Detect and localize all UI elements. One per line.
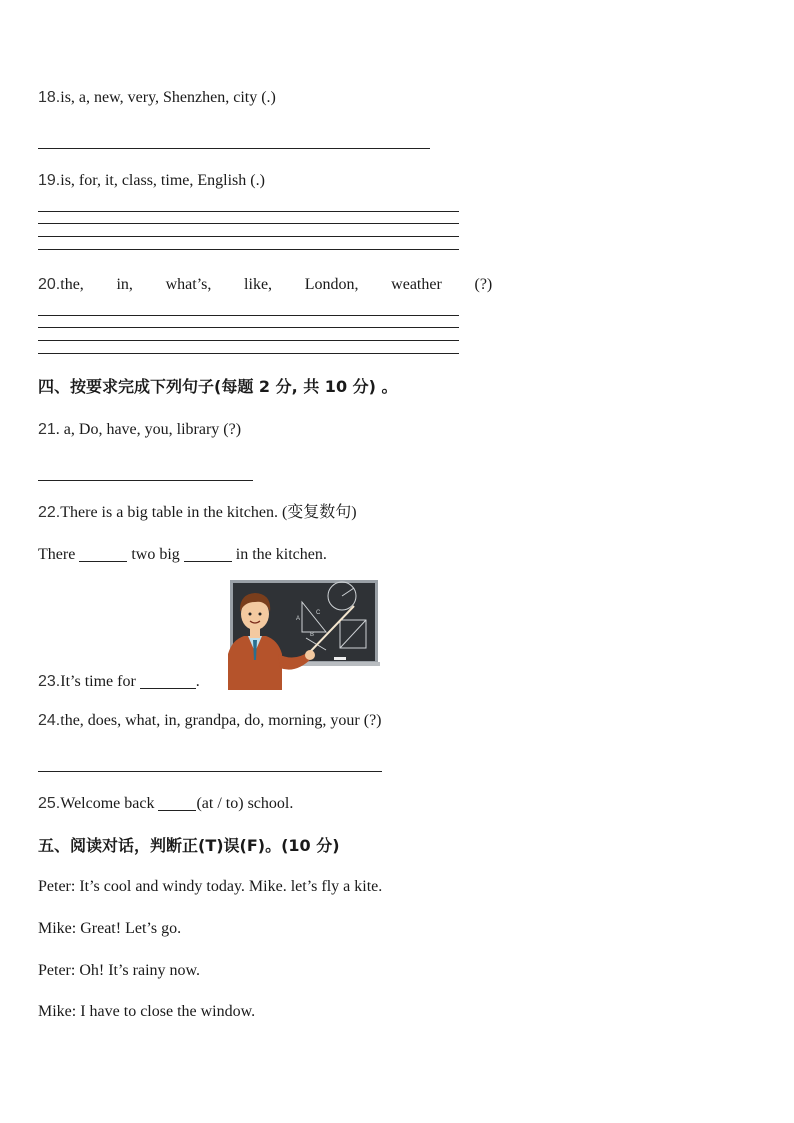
fill-blank[interactable] <box>184 545 232 562</box>
answer-line[interactable] <box>38 480 253 481</box>
answer-line[interactable] <box>38 315 459 316</box>
dialogue-text: Great! Let’s go. <box>80 920 182 937</box>
speaker: Peter: <box>38 962 76 979</box>
question-text: is, a, new, very, Shenzhen, city (.) <box>60 89 276 106</box>
question-number: 21 <box>38 421 56 438</box>
question-23 <box>38 672 200 692</box>
question-25 <box>38 794 293 814</box>
dialogue-line <box>38 877 382 897</box>
question-number: 22. <box>38 504 61 521</box>
question-text: It’s time for <box>60 673 136 690</box>
question-22-answer <box>38 545 327 565</box>
answer-line[interactable] <box>38 211 459 212</box>
word: the, <box>60 276 84 293</box>
question-text-before: Welcome back <box>60 795 155 812</box>
question-text: There is a big table in the kitchen. (变复数句) <box>60 504 357 521</box>
question-text: . a, Do, have, you, library (?) <box>55 421 242 438</box>
fill-blank[interactable] <box>158 794 196 811</box>
word: (?) <box>474 276 493 293</box>
question-number: 19. <box>38 172 61 189</box>
teacher-blackboard-illustration <box>222 578 380 690</box>
teacher-hand <box>305 650 315 660</box>
answer-line[interactable] <box>38 771 382 772</box>
answer-line[interactable] <box>38 236 459 237</box>
word: what’s, <box>165 276 212 293</box>
word: London, <box>304 276 359 293</box>
word: like, <box>244 276 273 293</box>
answer-line[interactable] <box>38 327 459 328</box>
speaker: Peter: <box>38 878 76 895</box>
question-20 <box>38 275 492 295</box>
question-number: 24. <box>38 712 61 729</box>
teacher-eye <box>249 613 252 616</box>
question-text: the, does, what, in, grandpa, do, morning, your (?) <box>60 712 382 729</box>
question-number: 18. <box>38 89 61 106</box>
question-21 <box>38 420 241 440</box>
dialogue-text: It’s cool and windy today. Mike. let’s fly a kite. <box>79 878 383 895</box>
teacher-eye <box>259 613 262 616</box>
question-words <box>60 275 492 295</box>
answer-line[interactable] <box>38 353 459 354</box>
dialogue-text: I have to close the window. <box>80 1003 256 1020</box>
question-end: . <box>195 673 200 690</box>
question-19 <box>38 171 265 191</box>
board-letter: B <box>310 632 315 638</box>
question-text: is, for, it, class, time, English (.) <box>60 172 265 189</box>
dialogue-line <box>38 961 200 981</box>
question-number: 25. <box>38 795 61 812</box>
fill-blank[interactable] <box>79 545 127 562</box>
fill-blank[interactable] <box>140 672 196 689</box>
question-22 <box>38 503 357 523</box>
question-number: 20. <box>38 276 61 293</box>
speaker: Mike: <box>38 920 77 937</box>
question-24 <box>38 711 382 731</box>
question-number: 23. <box>38 673 61 690</box>
chalk <box>334 657 346 660</box>
board-letter: A <box>296 616 301 622</box>
word: in, <box>116 276 133 293</box>
dialogue-line <box>38 919 181 939</box>
section-4-heading: 四、按要求完成下列句子(每题 2 分, 共 10 分) 。 <box>38 377 398 396</box>
answer-line[interactable] <box>38 340 459 341</box>
answer-line[interactable] <box>38 223 459 224</box>
answer-prefix: There <box>38 546 76 563</box>
answer-line[interactable] <box>38 249 459 250</box>
question-18 <box>38 88 276 108</box>
answer-line[interactable] <box>38 148 430 149</box>
speaker: Mike: <box>38 1003 77 1020</box>
section-5-heading: 五、阅读对话，判断正(T)误(F)。(10 分) <box>38 836 340 855</box>
question-text-after: (at / to) school. <box>196 795 294 812</box>
dialogue-line <box>38 1002 255 1022</box>
dialogue-text: Oh! It’s rainy now. <box>79 962 201 979</box>
answer-suffix: in the kitchen. <box>235 546 327 563</box>
word: weather <box>391 276 442 293</box>
board-letter: C <box>316 610 321 616</box>
answer-middle: two big <box>131 546 180 563</box>
